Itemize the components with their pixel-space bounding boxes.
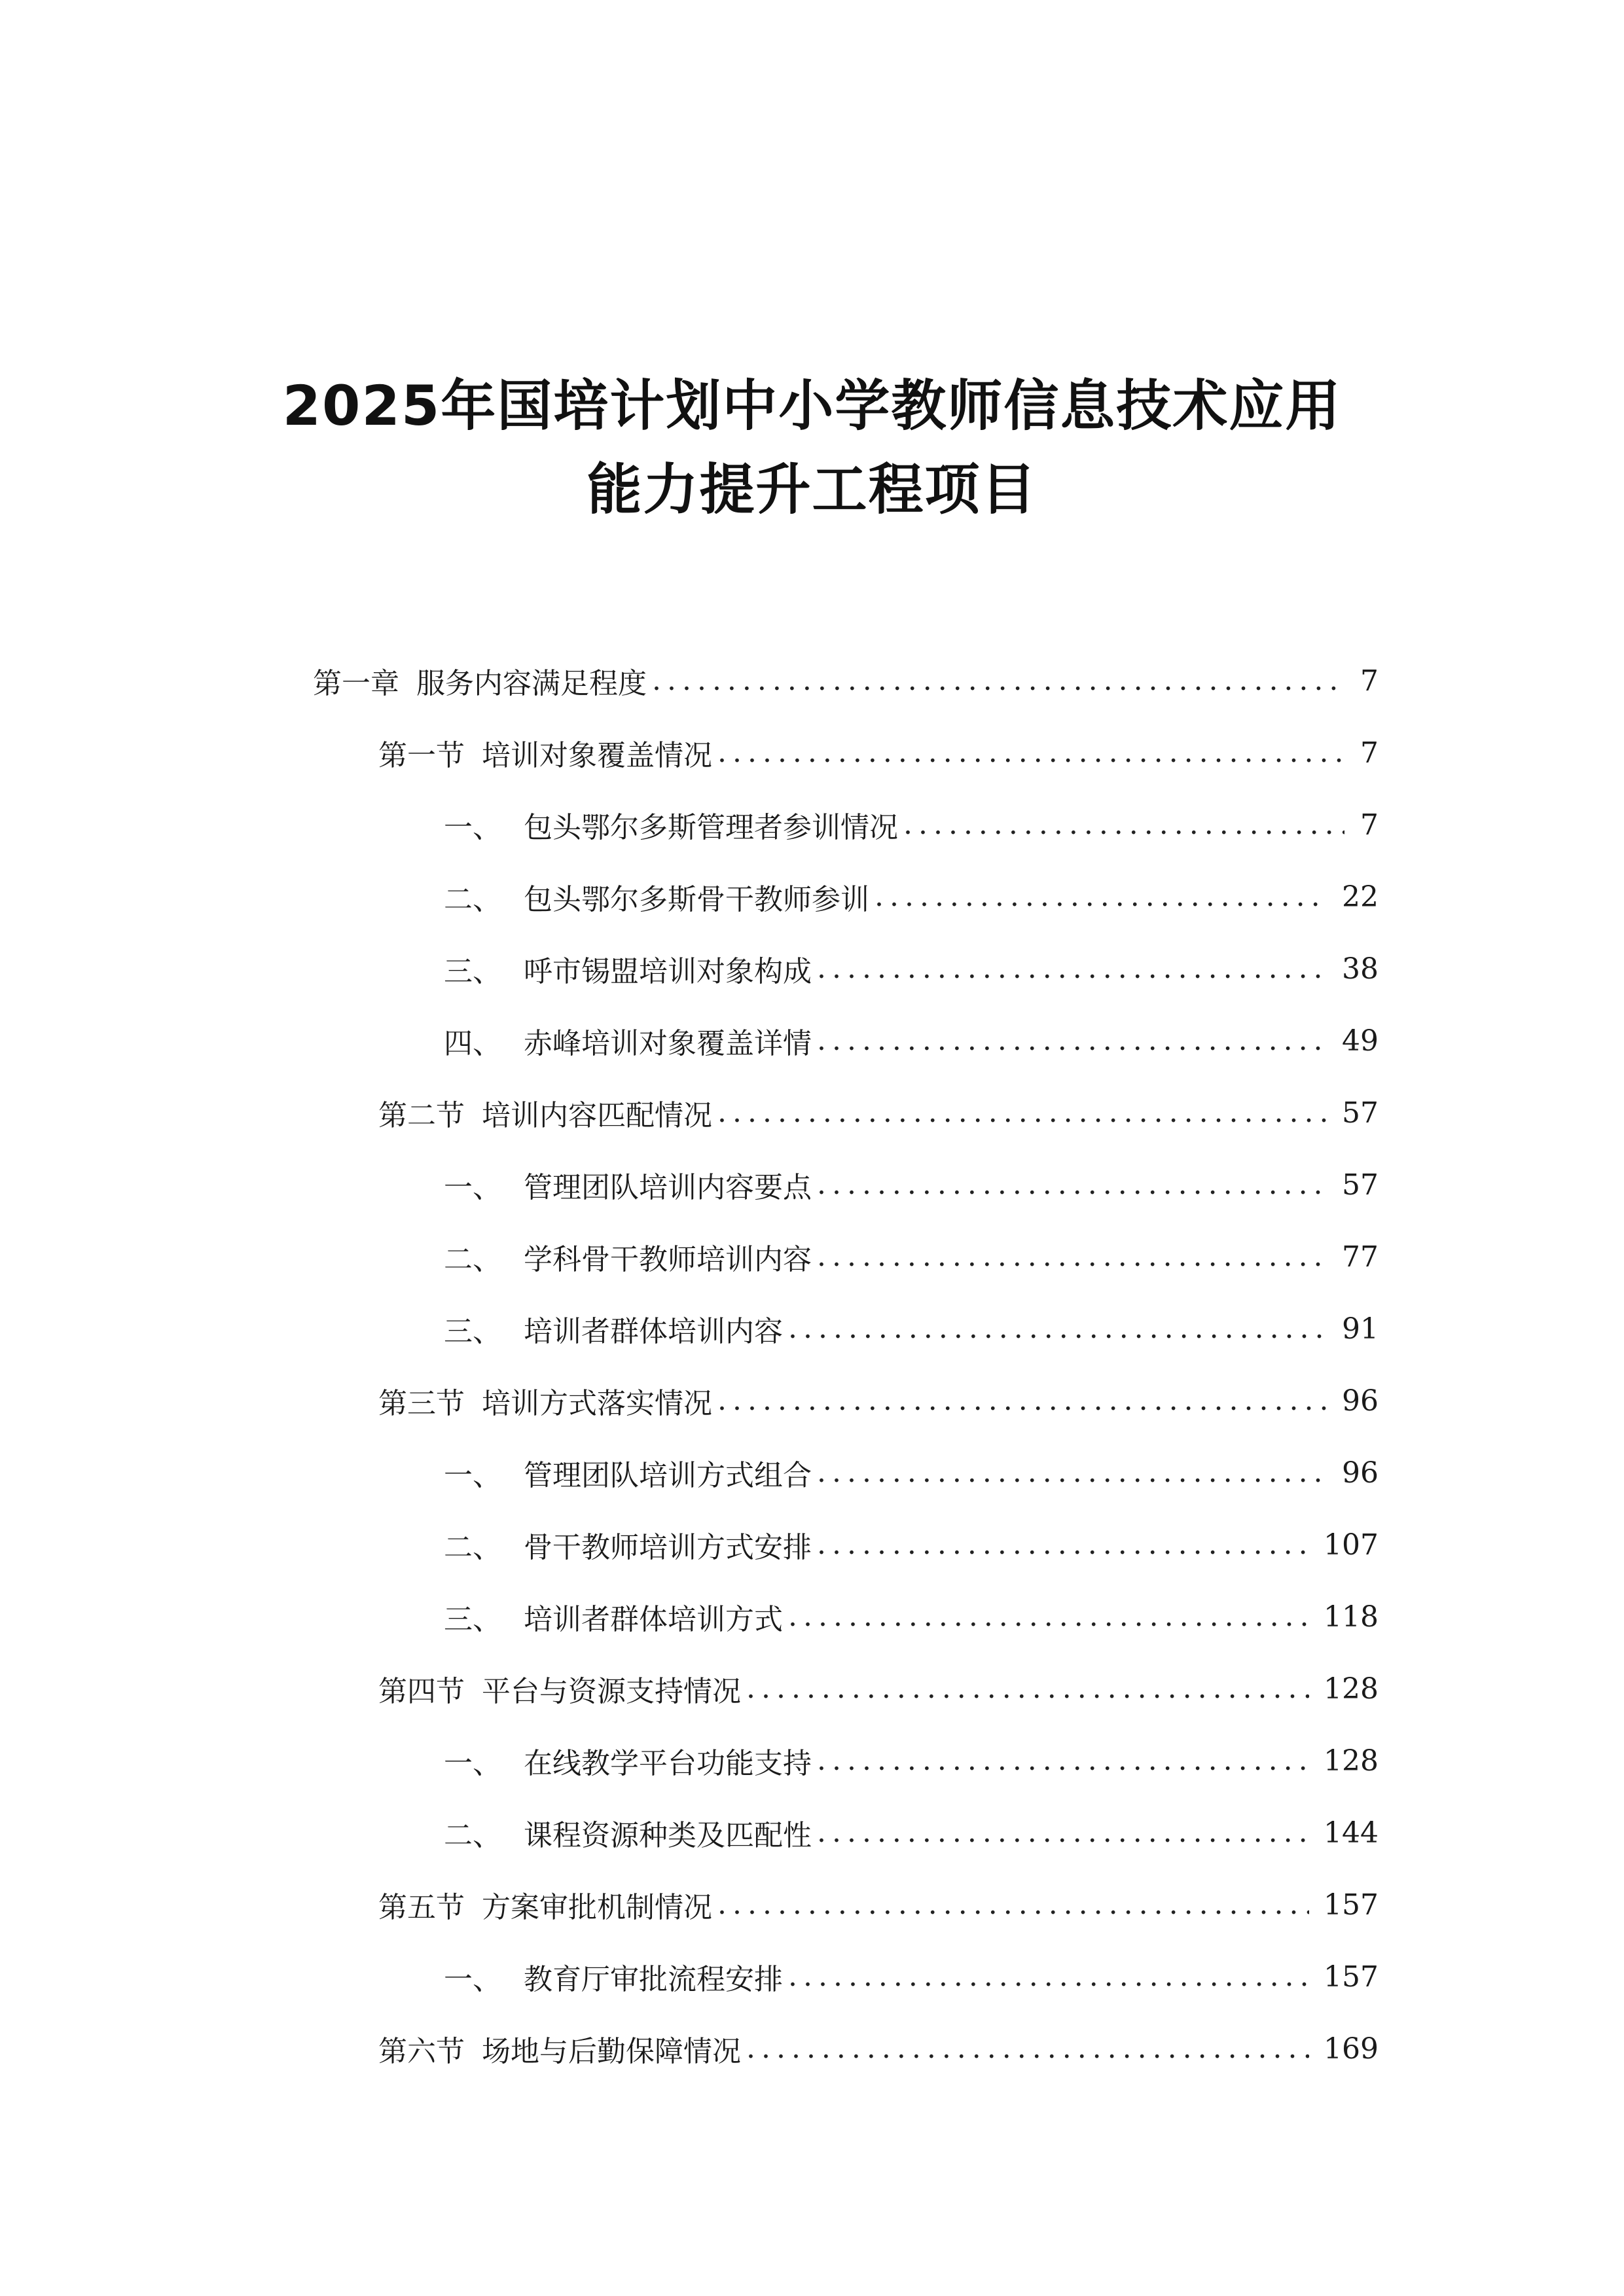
toc-entry-page: 7 [1360,664,1379,698]
toc-entry-page: 7 [1360,808,1379,842]
toc-entry-number: 第一节 [378,739,465,772]
toc-entry-page: 57 [1342,1168,1379,1202]
dot-leader [817,950,1327,987]
toc-entry-page: 128 [1324,1744,1379,1778]
toc-entry-number: 四、 [444,1027,501,1060]
toc-entry-text: 骨干教师培训方式安排 [524,1531,812,1564]
toc-entry-text: 平台与资源支持情况 [482,1675,741,1708]
toc-entry-page: 169 [1324,2032,1379,2066]
dot-leader [788,1310,1327,1347]
toc-entry-page: 7 [1360,736,1379,770]
toc-entry-text: 呼市锡盟培训对象构成 [524,955,812,988]
toc-entry-text: 学科骨干教师培训内容 [524,1243,812,1276]
toc-entry[interactable] [0,1005,1624,1077]
toc-entry[interactable] [0,1797,1624,1869]
toc-entry[interactable] [0,2013,1624,2085]
toc-entry-number: 第三节 [378,1387,465,1420]
toc-entry-text: 培训者群体培训方式 [524,1603,783,1636]
toc-entry[interactable] [0,1437,1624,1509]
toc-entry-number: 二、 [444,1531,501,1564]
toc-entry-page: 77 [1342,1240,1379,1274]
toc-entry[interactable] [0,1869,1624,1941]
dot-leader [817,1022,1327,1059]
toc-entry[interactable] [0,789,1624,861]
toc-entry[interactable] [0,1293,1624,1365]
toc-entry[interactable] [0,1221,1624,1293]
dot-leader [817,1814,1309,1851]
toc-entry[interactable] [0,861,1624,933]
toc-entry-text: 教育厅审批流程安排 [524,1963,783,1996]
toc-entry-number: 第六节 [378,2035,465,2068]
table-of-contents [0,645,1624,2085]
dot-leader [788,1598,1309,1635]
toc-entry[interactable] [0,933,1624,1005]
title-line-1: 2025年国培计划中小学教师信息技术应用 [282,374,1342,439]
toc-entry-text: 服务内容满足程度 [416,667,647,700]
toc-entry-page: 96 [1342,1456,1379,1490]
dot-leader [817,1238,1327,1275]
dot-leader [788,1958,1309,1995]
toc-entry-number: 二、 [444,883,501,916]
title-line-2: 能力提升工程项目 [586,457,1038,522]
dot-leader [717,1886,1309,1923]
toc-entry-page: 157 [1324,1960,1379,1994]
toc-entry[interactable] [0,1653,1624,1725]
toc-entry-text: 培训方式落实情况 [482,1387,712,1420]
toc-entry-text: 包头鄂尔多斯骨干教师参训 [524,883,869,916]
dot-leader [817,1454,1327,1491]
toc-entry-text: 场地与后勤保障情况 [482,2035,741,2068]
toc-entry-page: 118 [1324,1600,1379,1634]
toc-entry[interactable] [0,1509,1624,1581]
toc-entry-text: 管理团队培训内容要点 [524,1171,812,1204]
toc-entry-page: 107 [1324,1528,1379,1562]
toc-entry-page: 57 [1342,1096,1379,1130]
document-title [0,364,1624,531]
dot-leader [903,806,1344,843]
toc-entry-number: 一、 [444,811,501,844]
toc-entry[interactable] [0,1941,1624,2013]
dot-leader [717,734,1344,771]
toc-entry[interactable] [0,1581,1624,1653]
toc-entry-page: 144 [1324,1816,1379,1850]
toc-entry-text: 课程资源种类及匹配性 [524,1819,812,1852]
toc-entry-number: 一、 [444,1171,501,1204]
toc-entry-page: 128 [1324,1672,1379,1706]
toc-entry-text: 赤峰培训对象覆盖详情 [524,1027,812,1060]
dot-leader [717,1382,1327,1419]
toc-entry[interactable] [0,1725,1624,1797]
toc-entry-text: 在线教学平台功能支持 [524,1747,812,1780]
toc-entry-page: 38 [1342,952,1379,986]
toc-entry-text: 包头鄂尔多斯管理者参训情况 [524,811,898,844]
toc-entry-number: 三、 [444,955,501,988]
toc-entry-number: 二、 [444,1243,501,1276]
toc-entry-number: 二、 [444,1819,501,1852]
toc-entry-page: 49 [1342,1024,1379,1058]
toc-entry-number: 一、 [444,1747,501,1780]
toc-entry-number: 第二节 [378,1099,465,1132]
toc-entry[interactable] [0,1365,1624,1437]
dot-leader [717,1094,1327,1131]
toc-entry-text: 培训者群体培训内容 [524,1315,783,1348]
toc-entry[interactable] [0,645,1624,717]
dot-leader [875,878,1327,915]
toc-entry-page: 22 [1342,880,1379,914]
toc-entry-number: 第五节 [378,1891,465,1924]
toc-entry-number: 三、 [444,1315,501,1348]
toc-entry-number: 一、 [444,1963,501,1996]
dot-leader [817,1742,1309,1779]
toc-entry[interactable] [0,1149,1624,1221]
toc-entry-number: 一、 [444,1459,501,1492]
dot-leader [652,662,1344,699]
toc-entry-text: 培训对象覆盖情况 [482,739,712,772]
toc-entry-number: 第一章 [313,667,399,700]
toc-entry-number: 三、 [444,1603,501,1636]
toc-entry-text: 方案审批机制情况 [482,1891,712,1924]
dot-leader [746,1670,1309,1707]
dot-leader [817,1166,1327,1203]
dot-leader [746,2030,1309,2067]
toc-entry[interactable] [0,1077,1624,1149]
toc-entry[interactable] [0,717,1624,789]
toc-entry-page: 157 [1324,1888,1379,1922]
toc-entry-page: 96 [1342,1384,1379,1418]
toc-entry-number: 第四节 [378,1675,465,1708]
dot-leader [817,1526,1309,1563]
toc-entry-page: 91 [1342,1312,1379,1346]
toc-entry-text: 管理团队培训方式组合 [524,1459,812,1492]
toc-entry-text: 培训内容匹配情况 [482,1099,712,1132]
